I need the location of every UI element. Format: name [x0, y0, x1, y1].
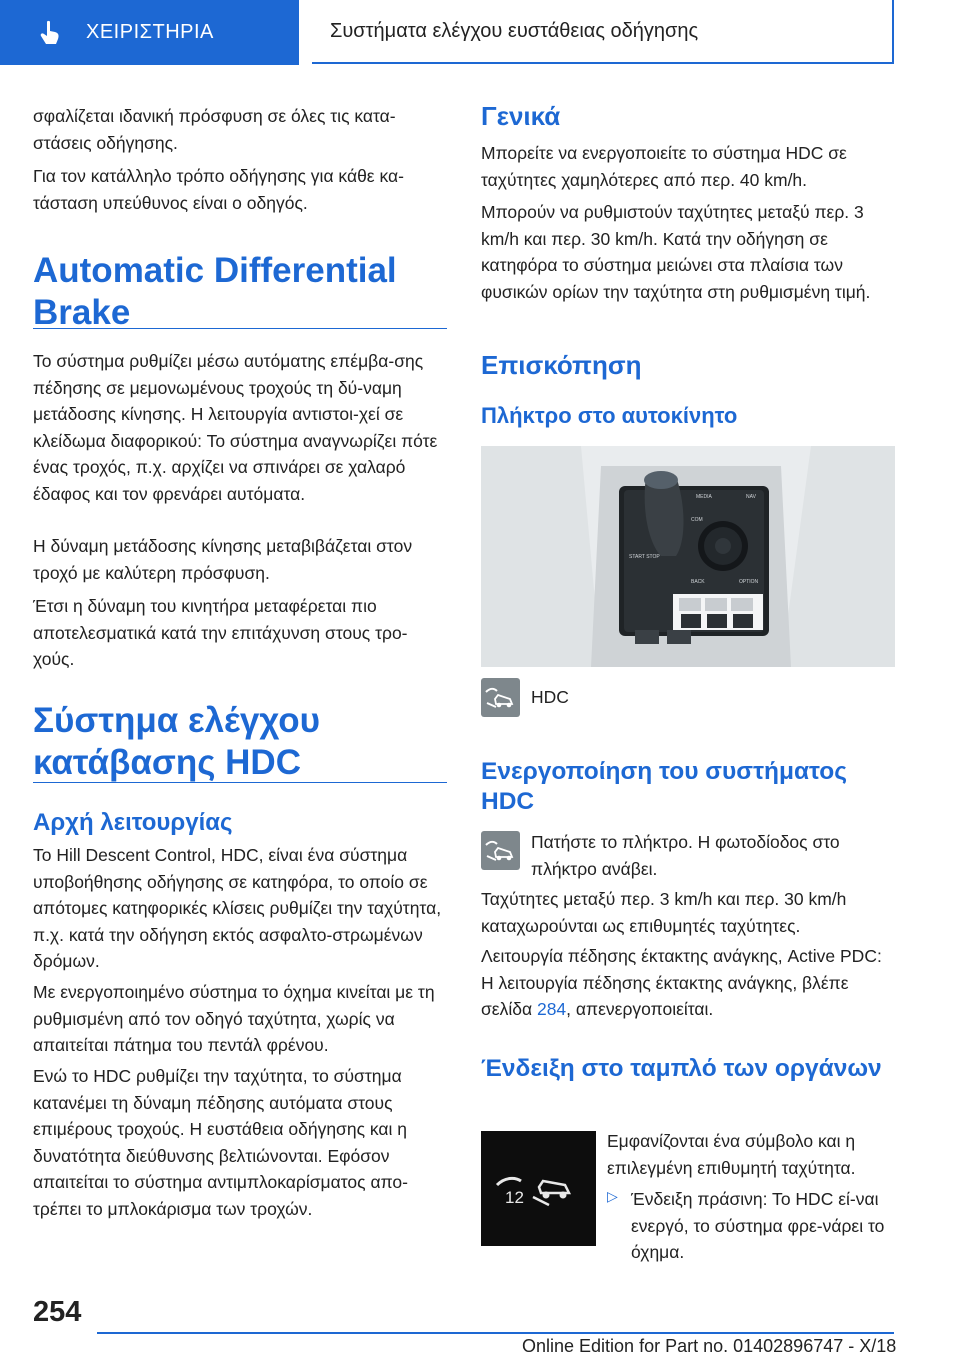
general-heading: Γενικά — [481, 101, 561, 131]
display-bullet — [607, 1186, 895, 1266]
activate-paragraph-2: Ταχύτητες μεταξύ περ. 3 km/h και περ. 30 km/h καταχωρούνται ως επιθυμητές ταχύτητες. — [481, 889, 847, 936]
chapter-title: ΧΕΙΡΙΣΤΗΡΙΑ — [86, 21, 214, 43]
principle-paragraph-1: Το Hill Descent Control, HDC, είναι ένα σύστημα υποβοήθησης οδήγησης σε κατηφόρα, το οποίο σε απότομες κατηφορικές κλίσεις ρυθμίζει την ταχύτητα, π.χ. κατά την οδήγηση εκτός ασφαλτο‐στρωμένων δρόμων. — [33, 845, 442, 971]
page-284-link[interactable]: 284 — [536, 999, 567, 1019]
general-paragraph-1: Μπορείτε να ενεργοποιείτε το σύστημα HDC σε ταχύτητες χαμηλότερες από περ. 40 km/h. — [481, 143, 847, 190]
display-bullet-text: Ένδειξη πράσινη: Το HDC εί‐ναι ενεργό, το σύστημα φρε‐νάρει το όχημα. — [631, 1189, 885, 1262]
principle-heading: Αρχή λειτουργίας — [33, 809, 233, 836]
principle-paragraph-3: Ενώ το HDC ρυθμίζει την ταχύτητα, το σύστημα κατανέμει τη δύναμη πέδησης αυτόματα στους επιμέρους τροχούς. Η ευστάθεια οδήγησης και η δυνατότητα διεύθυνσης βελτιώνονται. Εφόσον απαιτείται το σύστημα αντιμπλοκαρίσματος απο‐τρέπει το μπλοκάρισμα των τροχών. — [33, 1066, 408, 1219]
option-label: OPTION — [739, 579, 759, 585]
back-label: BACK — [691, 579, 705, 585]
section-title: Συστήματα ελέγχου ευστάθειας οδήγησης — [312, 0, 894, 64]
triangle-bullet-icon: ▷ — [607, 1188, 618, 1204]
chapter-tab[interactable] — [0, 0, 299, 65]
hdc-display-symbol — [481, 1131, 596, 1246]
hdc-car-slope-icon — [484, 838, 518, 864]
intro-paragraph: σφαλίζεται ιδανική πρόσφυση σε όλες τις κατα‐στάσεις οδήγησης. — [33, 106, 396, 153]
overview-heading: Επισκόπηση — [481, 350, 642, 380]
center-console-illustration — [481, 446, 895, 667]
hdc-button-icon-2 — [481, 831, 520, 870]
activate-paragraph-3-end: , απενεργοποιείται. — [566, 999, 714, 1019]
hand-pointer-icon — [38, 20, 62, 46]
com-label: COM — [691, 517, 703, 523]
adb-paragraph-3: Έτσι η δύναμη του κινητήρα μεταφέρεται πιο αποτελεσματικά κατά την επιτάχυνση στους τρο‐χούς. — [33, 596, 408, 669]
edition-info: Online Edition for Part no. 01402896747 - X/18 — [522, 1336, 897, 1356]
adb-paragraph-2: Η δύναμη μετάδοσης κίνησης μεταβιβάζεται στον τροχό με καλύτερη πρόσφυση. — [33, 536, 413, 583]
display-speed-value: 12 — [505, 1188, 524, 1207]
display-paragraph: Εμφανίζονται ένα σύμβολο και η επιλεγμένη επιθυμητή ταχύτητα. — [607, 1131, 856, 1178]
activate-paragraph-3 — [481, 943, 895, 1023]
button-in-car-heading: Πλήκτρο στο αυτοκίνητο — [481, 403, 738, 428]
adb-heading: Automatic Differential Brake — [33, 251, 397, 332]
adb-paragraph-1: Το σύστημα ρυθμίζει μέσω αυτόματης επέμβα‐σης πέδησης σε μεμονωμένους τροχούς τη δύ‐ναμη μετάδοσης κίνησης. Η λειτουργία αντιστοι‐χεί σε κλείδωμα διαφορικού: Το σύστημα αναγνωρίζει πότε ένας τροχός, π.χ. αρχίζει να σπινάρει σε χαλαρό έδαφος και τον φρενάρει αυτόματα. — [33, 351, 438, 504]
activate-paragraph-1: Πατήστε το πλήκτρο. Η φωτοδίοδος στο πλήκτρο ανάβει. — [531, 832, 840, 879]
hdc-car-slope-icon — [484, 685, 518, 711]
page-number: 254 — [33, 1296, 82, 1328]
activate-heading: Ενεργοποίηση του συστήματος HDC — [481, 758, 847, 815]
media-label: MEDIA — [696, 494, 712, 500]
start-stop-label: START STOP — [629, 554, 660, 560]
display-heading: Ένδειξη στο ταμπλό των οργάνων — [481, 1055, 882, 1082]
hdc-heading-block — [33, 700, 447, 783]
general-paragraph-2: Μπορούν να ρυθμιστούν ταχύτητες μεταξύ περ. 3 km/h και περ. 30 km/h. Κατά την οδήγηση σε κατηφόρα το σύστημα μειώνει στα πλαίσια των φυσικών ορίων την ταχύτητα στη ρυθμισμένη τιμή. — [481, 202, 871, 302]
hdc-label: HDC — [531, 687, 569, 707]
adb-heading-block — [33, 250, 447, 332]
activate-paragraph-3-text: Λειτουργία πέδησης έκτακτης ανάγκης, Active PDC: Η λειτουργία πέδησης έκτακτης ανάγκης, βλέπε σελίδα — [481, 946, 882, 1019]
nav-label: NAV — [746, 494, 756, 500]
hdc-heading: Σύστημα ελέγχου κατάβασης HDC — [33, 701, 320, 782]
footer-rule — [97, 1332, 894, 1334]
center-console-photo — [481, 446, 895, 667]
instrument-display-image — [481, 1131, 596, 1246]
driver-responsibility-paragraph: Για τον κατάλληλο τρόπο οδήγησης για κάθε κα‐τάσταση υπεύθυνος είναι ο οδηγός. — [33, 166, 404, 213]
principle-paragraph-2: Με ενεργοποιημένο σύστημα το όχημα κινείται με τη ρυθμισμένη από τον οδηγό ταχύτητα, χωρίς να απαιτείται πάτημα του πεντάλ φρένου. — [33, 982, 435, 1055]
hdc-button-icon — [481, 678, 520, 717]
